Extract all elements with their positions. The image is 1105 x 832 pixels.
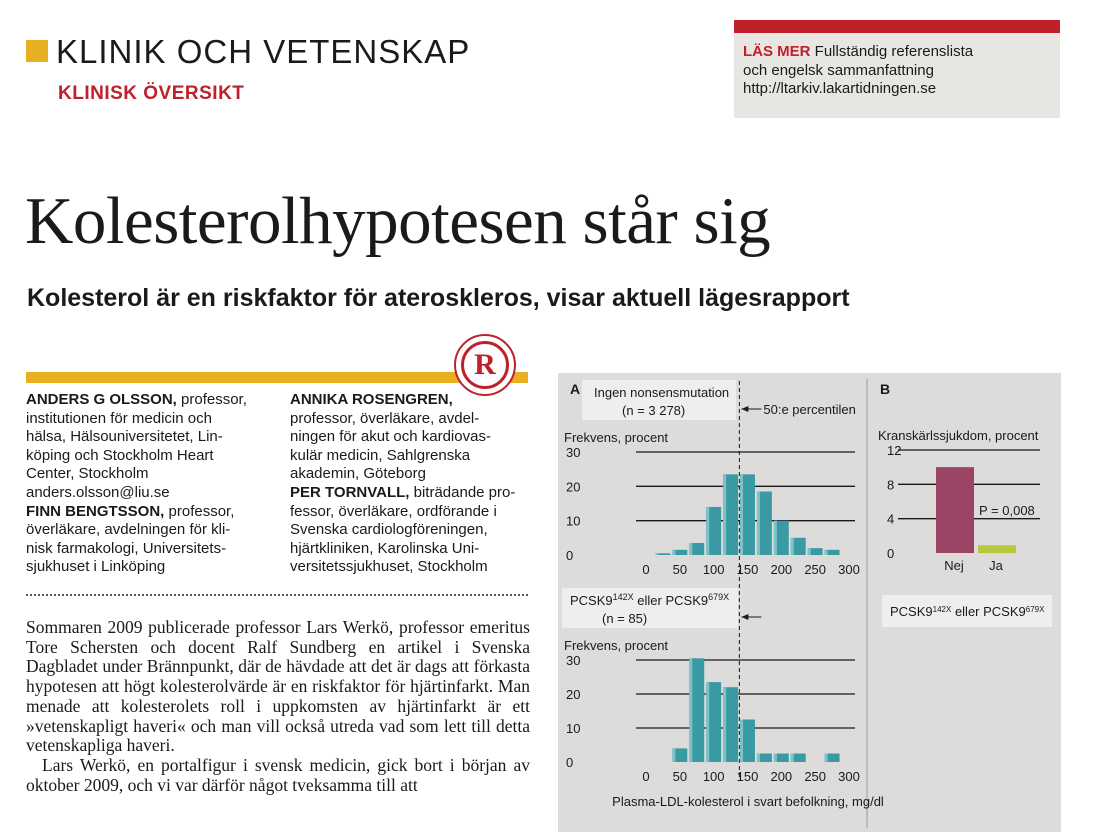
- hist-ylabel-0: Frekvens, procent: [564, 430, 669, 445]
- hist-bar-highlight-1-0: [672, 748, 675, 762]
- author-rule: [26, 372, 528, 383]
- hist-ytick-0-1: 10: [566, 513, 581, 529]
- b-ytick-2: 8: [887, 477, 895, 493]
- hist-xtick-1-4: 200: [770, 769, 793, 784]
- hist-xlabel: Plasma-LDL-kolesterol i svart befolkning, mg/dl: [612, 794, 884, 809]
- author-email[interactable]: anders.olsson@liu.se: [26, 483, 170, 501]
- percentile-arrowhead-bottom: [741, 614, 748, 620]
- hist-bar-highlight-0-7: [774, 521, 777, 555]
- author-bengtsson: FINN BENGTSSON, professor, överläkare, avdelningen för kli- nisk farmakologi, Universitets- sjukhuset i Linköping: [26, 502, 235, 576]
- hist-title-0: Ingen nonsensmutation: [594, 385, 730, 400]
- hist-xtick-1-3: 150: [736, 769, 759, 784]
- hist-ytick-0-3: 30: [566, 445, 581, 460]
- b-ytick-0: 0: [887, 546, 895, 561]
- authors-right: [290, 391, 530, 577]
- hist-ylabel-1: Frekvens, procent: [564, 638, 669, 653]
- hist-ytick-1-2: 20: [566, 687, 581, 702]
- b-legend-text: $PCSK9^{142X}$ eller $PCSK9^{679X}$: [890, 604, 1045, 619]
- author-olsson: ANDERS G OLSSON, professor, institutionen för medicin och hälsa, Hälsouniversitetet, Lin- köping och Stockholm Heart Center, Stockholm anders.olsson@liu.se: [26, 391, 247, 501]
- hist-bar-highlight-0-4: [723, 474, 726, 555]
- hist-xtick-0-4: 200: [770, 562, 793, 577]
- hist-bar-highlight-0-8: [791, 538, 794, 555]
- section-title: KLINIK OCH VETENSKAP: [56, 33, 471, 70]
- read-more-text-1: Fullständig referenslista: [814, 43, 974, 60]
- author-tornvall: PER TORNVALL, biträdande pro- fessor, överläkare, ordförande i Svenska cardiologföreningen, hjärtkliniken, Karolinska Uni- versitetssjukhuset, Stockholm: [290, 483, 516, 576]
- hist-bar-highlight-0-9: [808, 548, 811, 555]
- hist-bar-highlight-1-3: [723, 687, 726, 762]
- hist-title-1: $PCSK9^{142X}$ eller $PCSK9^{679X}$: [570, 592, 730, 608]
- hist-xtick-0-1: 50: [672, 562, 688, 577]
- b-ytick-1: 4: [887, 511, 895, 527]
- b-bar-0: [936, 467, 974, 553]
- read-more-label: LÄS MER: [743, 43, 811, 60]
- hist-xtick-0-3: 150: [736, 562, 759, 577]
- hist-xtick-1-5: 250: [804, 769, 827, 784]
- percentile-label: 50:e percentilen: [763, 402, 856, 417]
- hist-ytick-0-0: 0: [566, 548, 574, 563]
- hist-bar-highlight-0-1: [672, 550, 675, 555]
- hist-bar-highlight-1-6: [774, 754, 777, 763]
- b-category-0: Nej: [944, 558, 964, 573]
- hist-xtick-1-0: 0: [642, 769, 650, 784]
- hist-xtick-1-2: 100: [702, 769, 725, 784]
- hist-bar-highlight-0-3: [706, 507, 709, 555]
- hist-bar-highlight-1-9: [825, 754, 828, 763]
- hist-xtick-0-0: 0: [642, 562, 650, 577]
- read-more-text-2: och engelsk sammanfattning: [743, 61, 934, 79]
- hist-bar-highlight-1-4: [740, 720, 743, 763]
- figure-svg: [558, 373, 1061, 832]
- hist-xtick-0-6: 300: [838, 562, 860, 577]
- panel-b-title: Kranskärlssjukdom, procent: [878, 428, 1039, 443]
- read-more-url[interactable]: http://ltarkiv.lakartidningen.se: [743, 80, 937, 97]
- b-bar-1: [978, 545, 1016, 553]
- hist-xtick-0-5: 250: [804, 562, 827, 577]
- author-rosengren: ANNIKA ROSENGREN, professor, överläkare, avdel- ningen för akut och kardiovas- kulär medicin, Sahlgrenska akademin, Göteborg: [290, 391, 491, 483]
- hist-bar-highlight-1-5: [757, 754, 760, 763]
- body-text: [26, 618, 530, 795]
- authors-left: [26, 391, 276, 577]
- hist-xtick-1-1: 50: [672, 769, 688, 784]
- section-color-marker: [26, 40, 48, 62]
- hist-bar-highlight-0-10: [825, 550, 828, 555]
- b-category-1: Ja: [989, 558, 1003, 573]
- hist-bar-highlight-0-6: [757, 491, 760, 555]
- hist-ytick-1-1: 10: [566, 721, 581, 736]
- review-badge-letter: R: [461, 341, 509, 389]
- hist-bar-highlight-1-1: [689, 658, 692, 762]
- hist-bar-highlight-1-2: [706, 682, 709, 762]
- article-title: Kolesterolhypotesen står sig: [25, 184, 771, 258]
- subsection-title: KLINISK ÖVERSIKT: [58, 83, 245, 104]
- b-annotation: P = 0,008: [979, 503, 1035, 518]
- article-subtitle: Kolesterol är en riskfaktor för ateroskleros, visar aktuell lägesrapport: [27, 284, 850, 312]
- hist-ytick-1-0: 0: [566, 755, 574, 770]
- hist-bar-highlight-0-2: [689, 543, 692, 555]
- figure-panel: [558, 373, 1061, 832]
- read-more-box: [734, 20, 1060, 118]
- dotted-divider: [26, 594, 528, 596]
- hist-xtick-0-2: 100: [702, 562, 725, 577]
- body-paragraph-2: Lars Werkö, en portalfigur i svensk medicin, gick bort i början av oktober 2009, och vi var därför något tveksamma till att: [26, 754, 530, 795]
- hist-ytick-0-2: 20: [566, 479, 581, 495]
- review-badge: [454, 334, 516, 396]
- b-ytick-3: 12: [887, 443, 902, 458]
- hist-bar-highlight-1-7: [791, 754, 794, 763]
- hist-n-1: (n = 85): [602, 611, 648, 626]
- hist-n-0: (n = 3 278): [622, 403, 686, 418]
- percentile-arrowhead-top: [741, 406, 748, 412]
- hist-ytick-1-3: 30: [566, 653, 581, 668]
- body-paragraph-1: Sommaren 2009 publicerade professor Lars Werkö, professor emeritus Tore Schersten och docent Ralf Sundberg en artikel i Svenska Dagbladet under Brännpunkt, där de hävdade att det är dags att förkasta hypotesen att högt kolesterolvärde är en riskfaktor för hjärtinfarkt. Man menade att kolesterolets roll i uppkomsten av hjärtinfarkt är ett »vetenskapligt haveri« och man vill också utreda vad som lett till detta vetenskapliga haveri.: [26, 617, 530, 756]
- hist-bar-highlight-0-5: [740, 474, 743, 555]
- panel-a-label: A: [570, 381, 581, 397]
- panel-b-label: B: [880, 381, 891, 397]
- hist-xtick-1-6: 300: [838, 769, 860, 784]
